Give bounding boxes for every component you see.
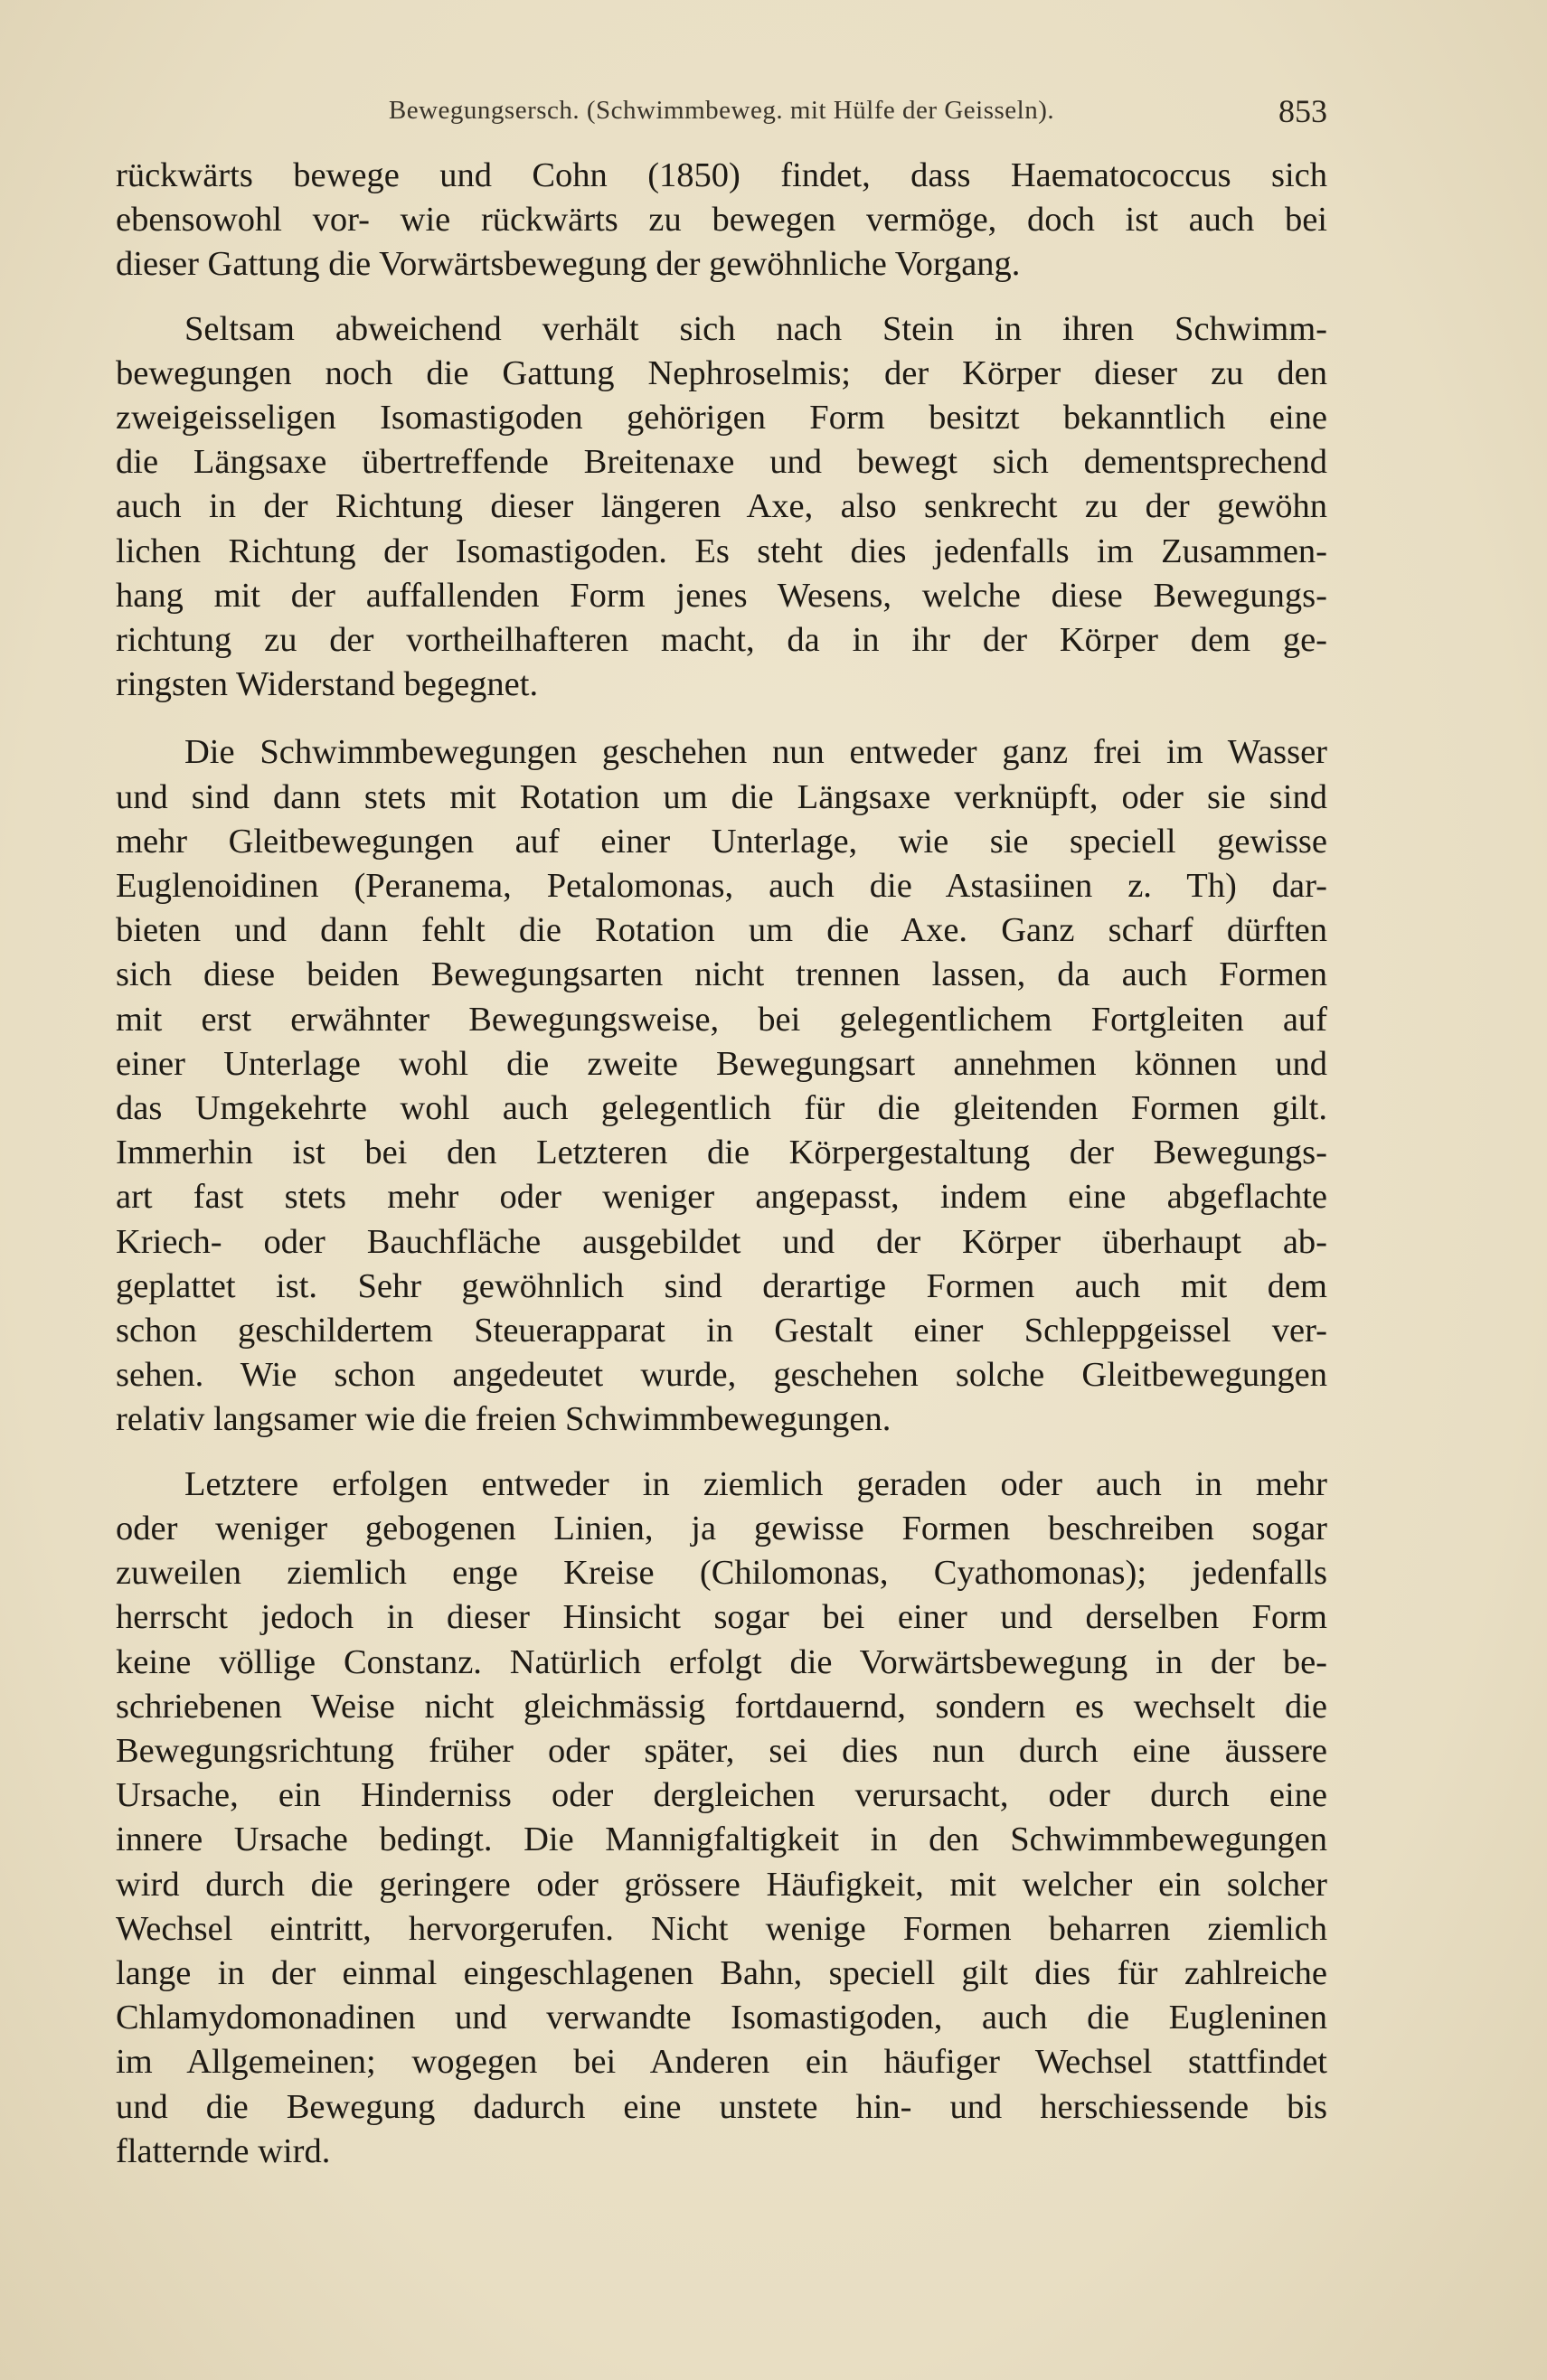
- text-line: keine völlige Constanz. Natürlich erfolgt die Vorwärtsbewegung in der be-: [116, 1642, 1327, 1681]
- body-text: [116, 154, 1327, 2199]
- paragraph-2: [116, 307, 1327, 708]
- text-line: Die Schwimmbewegungen geschehen nun entweder ganz frei im Wasser: [184, 733, 1327, 772]
- text-line: geplattet ist. Sehr gewöhnlich sind derartige Formen auch mit dem: [116, 1266, 1327, 1305]
- text-line: ringsten Widerstand begegnet.: [116, 665, 539, 704]
- text-line: im Allgemeinen; wogegen bei Anderen ein häufiger Wechsel stattfindet: [116, 2043, 1327, 2082]
- text-line: lange in der einmal eingeschlagenen Bahn, speciell gilt dies für zahlreiche: [116, 1953, 1327, 1992]
- text-line: dieser Gattung die Vorwärtsbewegung der gewöhnliche Vorgang.: [116, 245, 1021, 284]
- page-number: 853: [1278, 93, 1327, 129]
- text-line: die Längsaxe übertreffende Breitenaxe und bewegt sich dementsprechend: [116, 443, 1327, 482]
- text-line: lichen Richtung der Isomastigoden. Es steht dies jedenfalls im Zusammen-: [116, 532, 1327, 570]
- text-line: Seltsam abweichend verhält sich nach Stein in ihren Schwimm-: [184, 309, 1327, 348]
- text-line: art fast stets mehr oder weniger angepasst, indem eine abgeflachte: [116, 1178, 1327, 1217]
- text-line: bewegungen noch die Gattung Nephroselmis; der Körper dieser zu den: [116, 353, 1327, 392]
- text-line: ebensowohl vor- wie rückwärts zu bewegen vermöge, doch ist auch bei: [116, 201, 1327, 240]
- text-line: schriebenen Weise nicht gleichmässig fortdauernd, sondern es wechselt die: [116, 1687, 1327, 1726]
- text-line: einer Unterlage wohl die zweite Bewegungsart annehmen können und: [116, 1044, 1327, 1083]
- text-line: das Umgekehrte wohl auch gelegentlich für die gleitenden Formen gilt.: [116, 1089, 1327, 1128]
- text-line: relativ langsamer wie die freien Schwimmbewegungen.: [116, 1400, 891, 1439]
- paragraph-1: [116, 154, 1327, 287]
- text-line: und sind dann stets mit Rotation um die Längsaxe verknüpft, oder sie sind: [116, 777, 1327, 816]
- text-line: richtung zu der vortheilhafteren macht, da in ihr der Körper dem ge-: [116, 621, 1327, 660]
- text-line: flatternde wird.: [116, 2131, 331, 2170]
- running-head: [116, 90, 1327, 136]
- text-line: auch in der Richtung dieser längeren Axe, also senkrecht zu der gewöhn: [116, 487, 1327, 526]
- text-line: oder weniger gebogenen Linien, ja gewisse Formen beschreiben sogar: [116, 1509, 1327, 1547]
- text-line: Euglenoidinen (Peranema, Petalomonas, auch die Astasiinen z. Th) dar-: [116, 867, 1327, 906]
- text-line: rückwärts bewege und Cohn (1850) findet, dass Haematococcus sich: [116, 156, 1327, 194]
- text-line: Bewegungsrichtung früher oder später, sei dies nun durch eine äussere: [116, 1731, 1327, 1770]
- text-line: Kriech- oder Bauchfläche ausgebildet und der Körper überhaupt ab-: [116, 1222, 1327, 1261]
- text-line: und die Bewegung dadurch eine unstete hin- und herschiessende bis: [116, 2087, 1327, 2126]
- text-line: zuweilen ziemlich enge Kreise (Chilomonas, Cyathomonas); jedenfalls: [116, 1554, 1327, 1593]
- running-title: Bewegungsersch. (Schwimmbeweg. mit Hülfe der Geisseln).: [388, 96, 1055, 125]
- text-line: bieten und dann fehlt die Rotation um die Axe. Ganz scharf dürften: [116, 911, 1327, 950]
- text-line: sehen. Wie schon angedeutet wurde, geschehen solche Gleitbewegungen: [116, 1356, 1327, 1395]
- text-line: hang mit der auffallenden Form jenes Wesens, welche diese Bewegungs-: [116, 576, 1327, 615]
- text-line: mehr Gleitbewegungen auf einer Unterlage, wie sie speciell gewisse: [116, 822, 1327, 861]
- text-line: Chlamydomonadinen und verwandte Isomastigoden, auch die Eugleninen: [116, 1999, 1327, 2037]
- text-line: mit erst erwähnter Bewegungsweise, bei gelegentlichem Fortgleiten auf: [116, 1000, 1327, 1039]
- text-line: Immerhin ist bei den Letzteren die Körpergestaltung der Bewegungs-: [116, 1134, 1327, 1172]
- paragraph-3: [116, 730, 1327, 1442]
- text-line: schon geschildertem Steuerapparat in Gestalt einer Schleppgeissel ver-: [116, 1312, 1327, 1350]
- text-line: zweigeisseligen Isomastigoden gehörigen Form besitzt bekanntlich eine: [116, 399, 1327, 437]
- paragraph-4: [116, 1463, 1327, 2174]
- text-line: innere Ursache bedingt. Die Mannigfaltigkeit in den Schwimmbewegungen: [116, 1820, 1327, 1859]
- text-line: sich diese beiden Bewegungsarten nicht trennen lassen, da auch Formen: [116, 955, 1327, 994]
- text-line: Wechsel eintritt, hervorgerufen. Nicht wenige Formen beharren ziemlich: [116, 1909, 1327, 1948]
- text-line: wird durch die geringere oder grössere Häufigkeit, mit welcher ein solcher: [116, 1865, 1327, 1904]
- text-line: herrscht jedoch in dieser Hinsicht sogar bei einer und derselben Form: [116, 1598, 1327, 1637]
- text-line: Letztere erfolgen entweder in ziemlich geraden oder auch in mehr: [184, 1464, 1327, 1503]
- text-line: Ursache, ein Hinderniss oder dergleichen verursacht, oder durch eine: [116, 1776, 1327, 1815]
